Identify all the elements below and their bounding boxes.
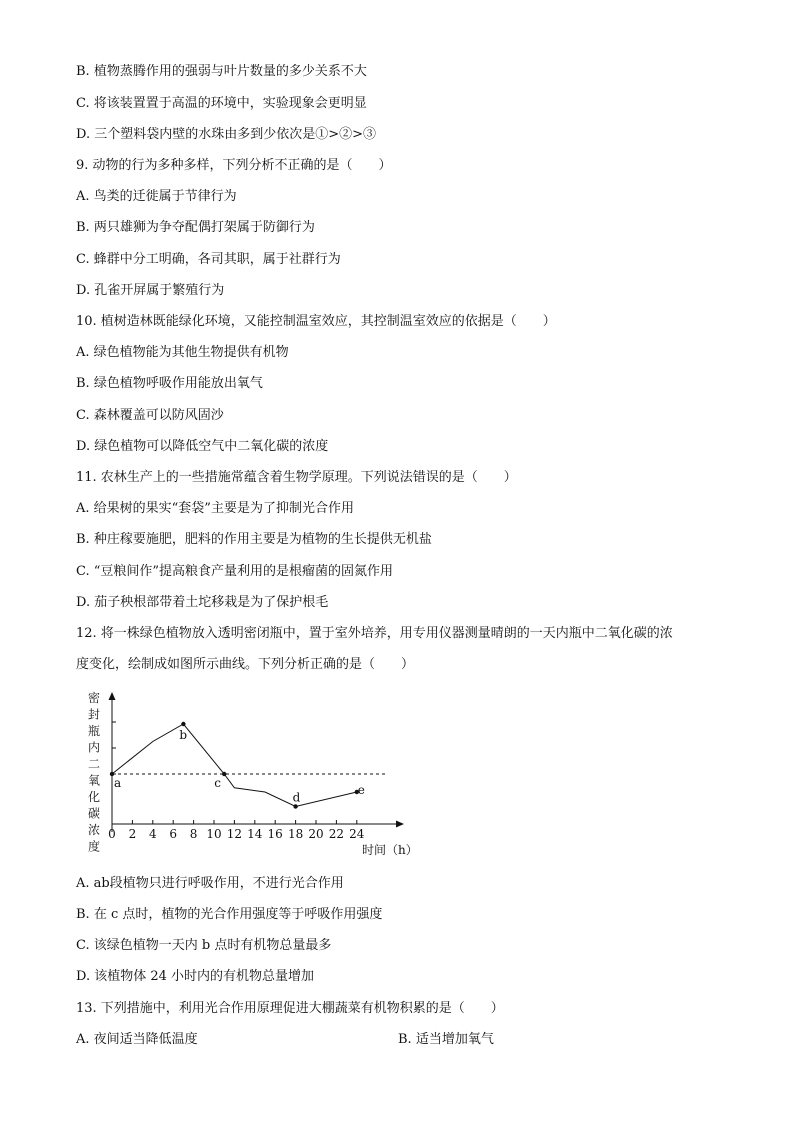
x-tick-label: 2 (128, 827, 137, 841)
text-line: A. 鸟类的迁徙属于节律行为 (76, 189, 237, 204)
x-ticks (108, 820, 365, 841)
text-line: C. “豆粮间作”提高粮食产量利用的是根瘤菌的固氮作用 (76, 564, 394, 579)
text-line: B. 绿色植物呼吸作用能放出氧气 (76, 376, 263, 391)
y-label-char: 内 (88, 740, 101, 755)
x-tick-label: 22 (328, 827, 345, 841)
text-line: C. 该绿色植物一天内 b 点时有机物总量最多 (76, 938, 332, 953)
point-label-c: c (214, 776, 221, 790)
text-line: 度变化，绘制成如图所示曲线。下列分析正确的是（ ） (76, 657, 415, 672)
x-tick-label: 12 (226, 827, 243, 841)
text-line: A. 夜间适当降低温度 (76, 1032, 198, 1047)
text-line: 13. 下列措施中，利用光合作用原理促进大棚蔬菜有机物积累的是（ ） (76, 1001, 504, 1016)
text-line: D. 三个塑料袋内壁的水珠由多到少依次是①>②>③ (76, 127, 377, 142)
point-c (222, 772, 226, 776)
x-tick-label: 14 (247, 827, 263, 841)
text-line: B. 种庄稼要施肥，肥料的作用主要是为植物的生长提供无机盐 (76, 532, 432, 547)
x-axis-label: 时间（h） (362, 843, 418, 857)
point-label-d: d (292, 790, 301, 805)
x-tick-label: 8 (189, 827, 198, 841)
text-line: 12. 将一株绿色植物放入透明密闭瓶中，置于室外培养，用专用仪器测量晴朗的一天内瓶中二氧化碳的浓 (76, 626, 673, 641)
point-label-a: a (114, 776, 122, 790)
text-line: D. 该植物体 24 小时内的有机物总量增加 (76, 969, 315, 984)
x-tick-label: 18 (287, 827, 304, 841)
x-axis-arrow (396, 821, 404, 828)
y-axis-label (88, 690, 100, 854)
text-line: D. 孔雀开屏属于繁殖行为 (76, 283, 225, 298)
text-line: B. 植物蒸腾作用的强弱与叶片数量的多少关系不大 (76, 64, 367, 79)
y-label-char: 化 (88, 790, 101, 804)
point-b (181, 722, 185, 726)
y-label-char: 封 (88, 707, 101, 722)
text-line: A. ab段植物只进行呼吸作用，不进行光合作用 (76, 876, 344, 891)
text-line: C. 将该装置置于高温的环境中，实验现象会更明显 (76, 96, 367, 111)
text-line: 11. 农林生产上的一些措施常蕴含着生物学原理。下列说法错误的是（ ） (76, 470, 517, 485)
text-line: 9. 动物的行为多种多样，下列分析不正确的是（ ） (76, 158, 392, 173)
x-tick-label: 6 (169, 827, 178, 841)
x-tick-label: 10 (206, 827, 222, 841)
point-label-e: e (357, 783, 365, 797)
y-label-char: 度 (88, 839, 101, 854)
text-line: C. 蜂群中分工明确，各司其职，属于社群行为 (76, 252, 341, 267)
x-tick-label: 4 (148, 827, 157, 841)
x-tick-label: 0 (108, 827, 116, 841)
text-line: B. 在 c 点时，植物的光合作用强度等于呼吸作用强度 (76, 907, 383, 922)
curve-points (110, 722, 365, 809)
co2-concentration-chart (80, 686, 420, 866)
text-line: A. 给果树的果实“套袋”主要是为了抑制光合作用 (76, 501, 354, 516)
text-line: A. 绿色植物能为其他生物提供有机物 (76, 345, 289, 360)
text-line: 10. 植树造林既能绿化环境，又能控制温室效应，其控制温室效应的依据是（ ） (76, 314, 556, 329)
y-ticks (112, 722, 116, 774)
point-d (293, 804, 297, 808)
text-line: D. 绿色植物可以降低空气中二氧化碳的浓度 (76, 439, 329, 454)
point-label-b: b (179, 728, 188, 742)
option-b-right: B. 适当增加氧气 (398, 1032, 494, 1047)
text-line: C. 森林覆盖可以防风固沙 (76, 408, 224, 423)
x-tick-label: 16 (267, 827, 283, 841)
y-label-char: 瓶 (88, 724, 101, 738)
y-label-char: 二 (88, 757, 101, 771)
y-label-char: 密 (88, 691, 101, 705)
y-axis-arrow (109, 692, 116, 700)
text-line: D. 茄子秧根部带着土坨移栽是为了保护根毛 (76, 595, 329, 610)
y-label-char: 浓 (88, 823, 101, 837)
y-label-char: 氧 (88, 773, 101, 788)
y-label-char: 碳 (88, 806, 101, 821)
co2-curve (112, 724, 357, 807)
text-line: B. 两只雄狮为争夺配偶打架属于防御行为 (76, 220, 315, 235)
x-tick-label: 24 (349, 827, 365, 841)
x-tick-label: 20 (308, 827, 324, 841)
